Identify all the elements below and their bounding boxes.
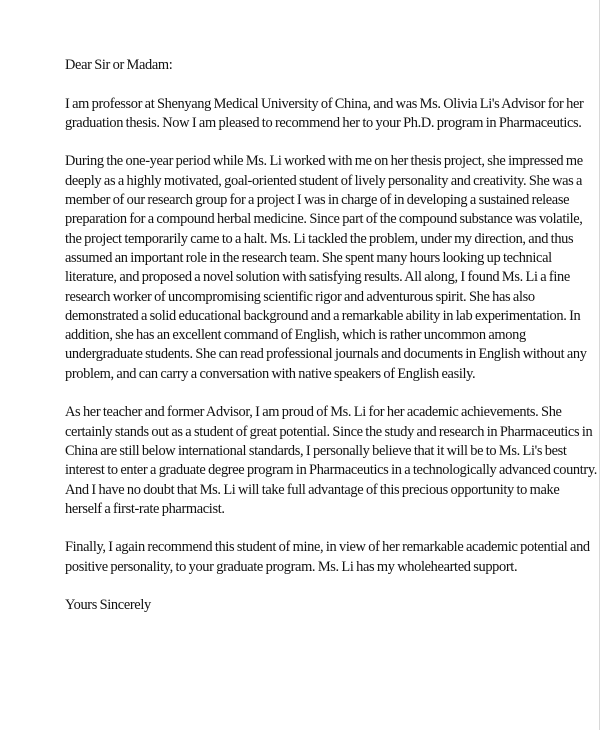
text-line: interest to enter a graduate degree program in Pharmaceutics in a technologically advanced country. [65,462,598,479]
text-line: research worker of uncompromising scientific rigor and adventurous spirit. She has also [65,288,535,305]
text-line: During the one-year period while Ms. Li worked with me on her thesis project, she impressed me [65,153,583,170]
text-line: I am professor at Shenyang Medical University of China, and was Ms. Olivia Li's Advisor for her [65,95,584,112]
text-line: assumed an important role in the research team. She spent many hours looking up technical [65,249,552,266]
recommendation-letter [65,56,598,635]
text-line: certainly stands out as a student of great potential. Since the study and research in Pharmaceutics in [65,423,593,440]
text-line: And I have no doubt that Ms. Li will take full advantage of this precious opportunity to make [65,481,560,498]
text-line: the project temporarily came to a halt. Ms. Li tackled the problem, under my direction, and thus [65,230,574,247]
paragraph-introduction [65,95,584,134]
paragraph-final-recommendation [65,538,590,577]
closing: Yours Sincerely [65,597,151,614]
text-line: literature, and proposed a novel solution with satisfying results. All along, I found Ms. Li a fine [65,269,570,286]
text-line: positive personality, to your graduate program. Ms. Li has my wholehearted support. [65,558,518,575]
text-line: deeply as a highly motivated, goal-oriented student of lively personality and creativity. She was a [65,172,583,189]
paragraph-research-experience [65,152,587,384]
text-line: As her teacher and former Advisor, I am proud of Ms. Li for her academic achievements. She [65,404,562,421]
text-line: undergraduate students. She can read professional journals and documents in English without any [65,346,587,363]
text-line: preparation for a compound herbal medicine. Since part of the compound substance was volatile, [65,211,583,228]
salutation: Dear Sir or Madam: [65,57,173,73]
text-line: graduation thesis. Now I am pleased to recommend her to your Ph.D. program in Pharmaceutics. [65,114,582,131]
text-line: Finally, I again recommend this student of mine, in view of her remarkable academic potential and [65,539,590,556]
text-line: China are still below international standards, I personally believe that it will be to Ms. Li's best [65,442,567,459]
paragraph-academic-potential [65,403,598,519]
text-line: demonstrated a solid educational background and a remarkable ability in lab experimentation. In [65,307,581,324]
text-line: problem, and can carry a conversation with native speakers of English easily. [65,365,476,382]
text-line: member of our research group for a project I was in charge of in developing a sustained release [65,192,570,209]
text-line: addition, she has an excellent command of English, which is rather uncommon among [65,327,526,344]
text-line: herself a first-rate pharmacist. [65,500,225,517]
